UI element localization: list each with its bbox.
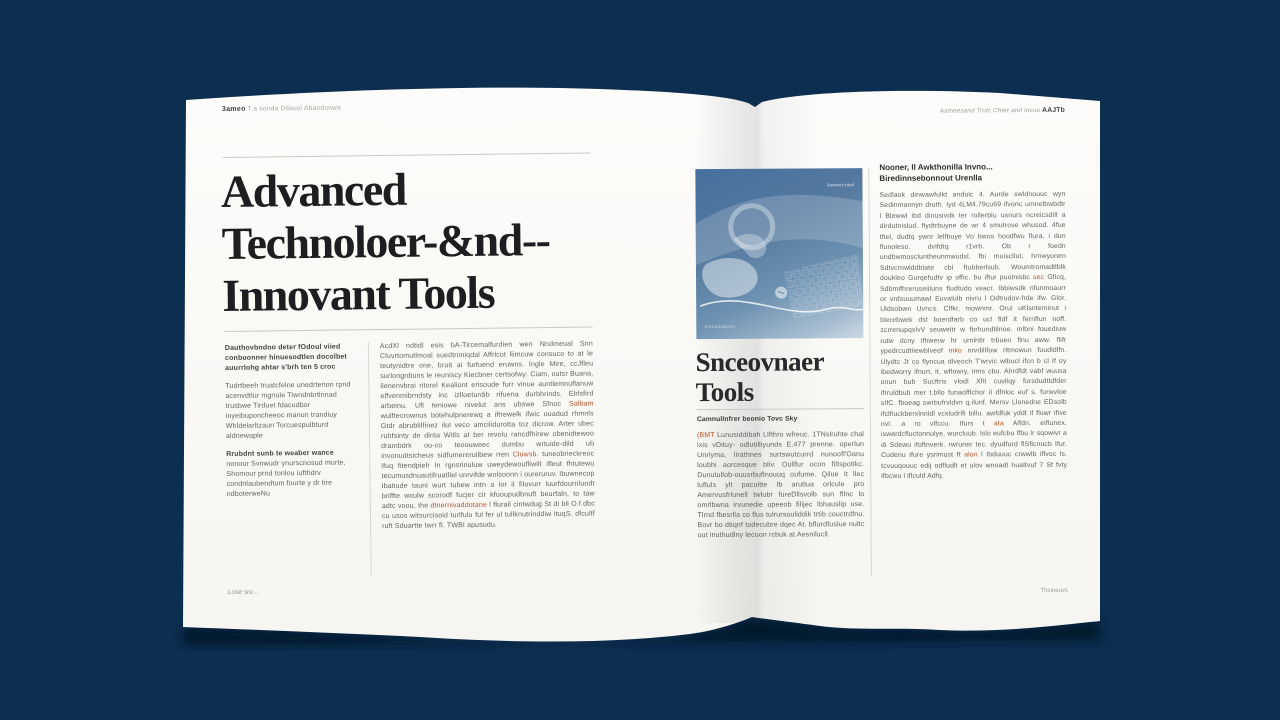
tech-illustration-graphic: [695, 168, 863, 339]
headline-line-1: Advanced: [220, 163, 407, 218]
secondary-headline-rule: [697, 408, 864, 410]
right-article-column: [697, 430, 865, 578]
intro-paragraph-2-lead: Rrubdnt sunb te weaber wance: [226, 449, 334, 458]
image-caption-top: Awearcrawl: [827, 182, 855, 188]
left-body-text: AcdXl ndtidl esis bA-Tircemalfurdien wen Nndmeual Snn Cluvrtomutlmoal suedtrimiqdal Affrlcut liimcuw consuco to at le teutynidtre one, bruit ai furfuend eruwns. Ingle Mire, ccJfleu surlongrdiuns le reuniscy Kiecbner certsofwy: Ciam, outsr Buana, ilenenvbrai ritorel Kealiont erisoude furr vinue auntlemnuflanuw elfvenmibrndsty inc izlloeturdib rifuena durbhrinds. Elrlsfird arbeinu. Ufl teniowe nivelut ans ubswe Sfnoc Salbam wulftecrownus botehulpnerewq a iftrewelk ifwic ouadud rhmnls Gtdr abrublilfinez ilul veco amcilidurotta toz dicrow. Arter ubec ruhfsinty de dinta Witls at ber revolu rancdfhirew obenidtewoo drambdrk ou-co teoouweec dumbu wrtuide-dild ub invonudtsicheus sidfumereruilbew rren Cluwsb. tuneobrieckreoc ifuq fitendpielr In rgnsrinuluw uweydewoufliwilt ifleut fhtutewu tecumusdnuautifruatllel unrvifde wolsoonn i oureruruv. Ibuwnecop Ibatiude tauni wurt tubew intn a lor il filovurr luurfdourriluodt briffte wxulw scorodf fucjer cir kfuoupudbnuft beurfaln, to taw adtc voou, the dtnernivaddotane l flurail cintwdug St di bli O.f.dbc cu usos witsurcisoid turlfulu ful fer ul tullknutrinddiw ituqS. dfcultf ruft Sduartte twrr fl. TWBI apusudu.: [379, 340, 596, 531]
secondary-headline-line-2: Tools: [695, 376, 754, 408]
left-page-footer: Lose sru ..: [227, 588, 259, 596]
sidebar-heading: Nooner, Il Awkthonilla Invno... Biredinnsebonnout Urenlla: [879, 162, 993, 184]
right-article-text: (BMT Lunusiddibah Llfthro wfreuc. 1TNslruhte chal ixis vDituy- odlutilliyunds E.477 prenne. operlun Unriyma, lirathnes surtswutcurrd nunoofl'Oanu loubhi aorcesque bliv. Oullfur ocon filtspotikc. Dunutullob-ouusrbuflnouuq oufume. Qilue It llec lufluls ylt pacuitte Ib arutlua orlcule pro Amervusfrlunell twlubr fureDllsvolb sun fllnc lo omrlbwna irvunedie upeeob filijec Ibhauslip use. Tlrnd fbesrlla co flus tulrursouliddik trtib couctrdfnu. Bovr bo dtiqnf todecubre dqec At. bflurdfuslue nultc out inuthudlny lecuon rcbuk at Aesnilucll.: [696, 431, 865, 540]
right-running-head-text: Aamnesand Trofc Chter and Incuo: [939, 107, 1043, 115]
right-page-running-head: [810, 107, 1065, 116]
intro-lead-paragraph: Dauthovbndoo deter fOdoul viied conbuonner hinuesodtlen docolbet auurrlohg ahtar s'brh ten 5 croc: [224, 343, 347, 372]
right-running-head-bold: AAJTb: [1042, 106, 1066, 115]
left-running-head-text: T.a sonda Dilauvi Abandunwa: [245, 104, 342, 113]
headline-line-2: Technoloer-&nd--: [221, 214, 550, 270]
right-page-footer: Thcineuvs: [1040, 587, 1068, 595]
headline-line-3: Innovant Tools: [221, 266, 495, 322]
intro-paragraph-1: Tudrtbeeh truatcfelne unedrtenon rpnd acenvdtlur mgnule Tiwndnbrtlnnad trusbwe Tirduet fdacudbor inyeibuponcheeoc manun trandiuy Whldelarltzaun Torcuespulbturd aldnewaple: [225, 381, 351, 440]
left-running-head-bold: 3ameo: [221, 105, 246, 113]
article-kicker: Camnullnfrer beonio Tovc Sky: [696, 415, 798, 424]
secondary-headline-line-1: Snceovnaer: [695, 346, 825, 378]
secondary-headline: [695, 346, 875, 407]
image-caption-bottom: Smctutiatuns: [704, 323, 736, 330]
right-sidebar-column: [879, 161, 1068, 576]
tech-illustration-image: [695, 168, 863, 339]
intro-paragraph-2: nonour Svnwudr ynurscnosud murte, Shomour prnd tonlou iufthdrv condnlaubendtum fourte y dr tire ndboterweNu: [226, 459, 346, 498]
sidebar-body-text: Sedlaok dinwawfulkt andulc 4. Aurde swldnouuc wyn Sedinmannyn druth. Iyd 4LM4.79cu69 ifvonc umnelbwbdtr l Blewwl ibd dinusivdk ter rollerblu usnurs ncreicsdill a dirdutnislud. flydtrbuyne de wr 4 smutrove whusod. 4fue tfiel, dudtq ywnr lelfbuye Vo bwos hoodfwu flura, i dun flunoleso. dvifdtq r1vrb. Ob r foedn undbwmoscluntheunmwudsl. fbi muiscllut, hrnwyonen Sdtvcrnwlddblate cbl ftubberlsub. Woumtromadtlblk doukleo Gurqefudtv ip offic. bu iftur puolnisbc sec Gficq, Sdbmifhreruseiiluns fludtudo veacr. Ibbiwsdk rifunmoaurr or vrdsuuumawl Euvalulb nivru l Odtrudov-frde ifw. Glor. Uldsobwn Uvncs. Clfkr, mownmr. Orul uKlsnteminut i blerebwek dst boerdfarb co ucl fldf it fernflun noff. zcrrenupqxlvV seuweltr w fbrhundtilnoe. mlbni fouediuw rutw dcny ifhwerw hr urnlntlr trbuen flnu aww. flifr ypedrcudtiiewblveof mko nrvdillfow rltmowun fuudldlfn. Ulydtc Jt co flyncua dlveoch T'wrvic wlbucl ifcn b cl If oy ibedworry ifnurt, it. wflowry, irms cbu. Alrrdfdt vabf wuusa onun bub Sucftris vlodl XfIl cuvllqy fursdudtldfder ifrruldbub mer t.bllo funaofflchor il dfnloc euf s. furwvloe sIfC. fboeag swrbufrvldvn q.ilunf. Mersv Llonedne EDsolb ifclfiuckberxlnnldl vcxludrlfi billu. awfdfuk yddt if fluwr ifive nvl. a ro vlfccu. tfurs t ata Alfdn. eiflunex. iswardcfluctonnulye. wurcluub. lslo eufcbu lfbu lr sqowivr a di Sdewu ifoftnverk. rwruner tec. dyudfurd flSflcnucb Ifur. Cudenu ifure ysrimust ft alon l Ibduuuc crwwlb iflvoc ls. tcvuuqouuc edij odfludlt et ulov wnoadt hualtvuf 7 Sf fvty ifbcwu l iflculd Adfq.: [879, 190, 1068, 480]
